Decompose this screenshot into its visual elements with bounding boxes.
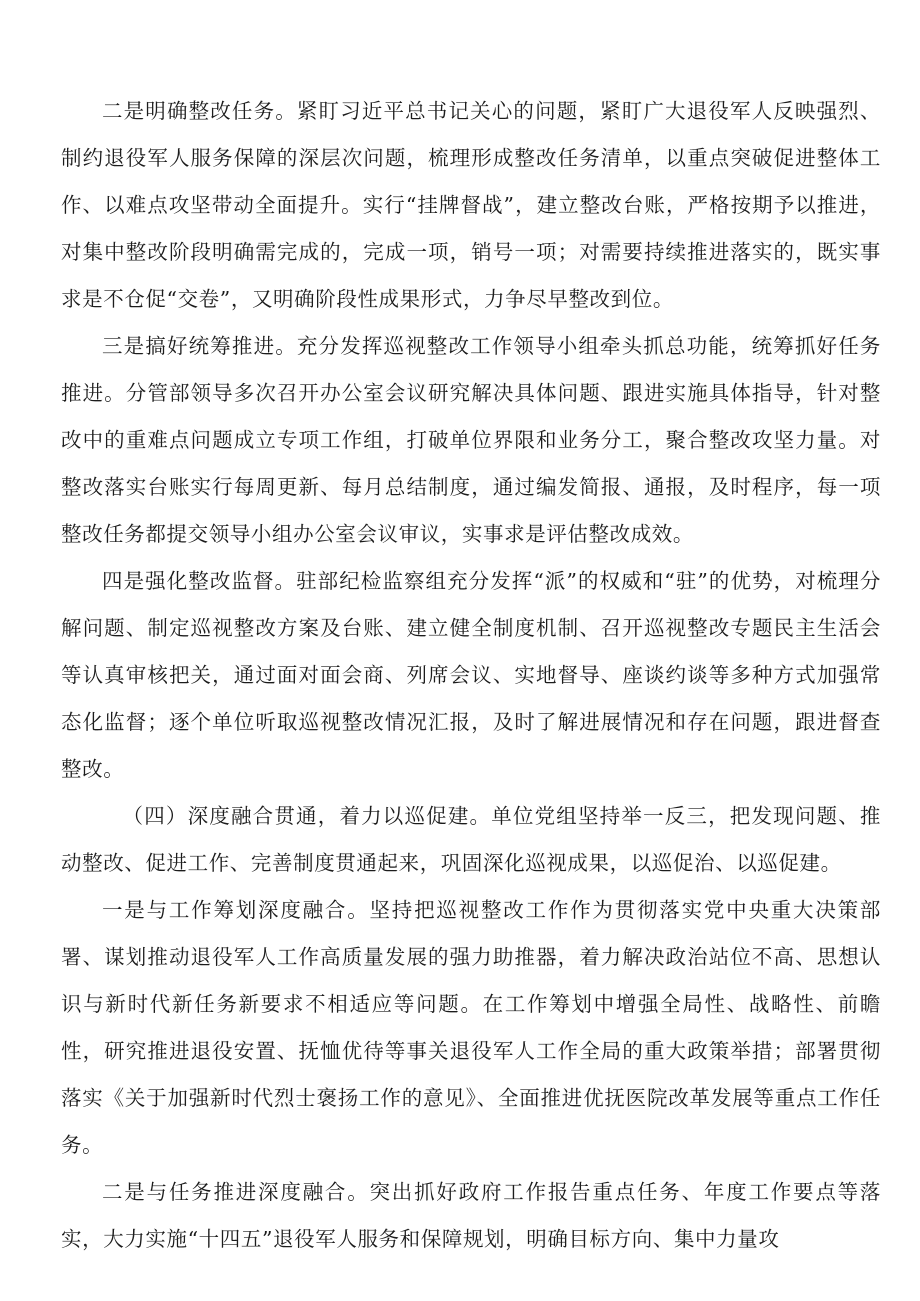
paragraph-integrate-task-advancement: 二是与任务推进深度融合。突出抓好政府工作报告重点任务、年度工作要点等落实，大力实施“十四五”退役军人服务和保障规划，明确目标方向、集中力量攻 (61, 1180, 881, 1251)
paragraph-coordinate-progress: 三是搞好统筹推进。充分发挥巡视整改工作领导小组牵头抓总功能，统筹抓好任务推进。分管部领导多次召开办公室会议研究解决具体问题、跟进实施具体指导，针对整改中的重难点问题成立专项工作组，打破单位界限和业务分工，聚合整改攻坚力量。对整改落实台账实行每周更新、每月总结制度，通过编发简报、通报，及时程序，每一项整改任务都提交领导小组办公室会议审议，实事求是评估整改成效。 (61, 334, 881, 546)
paragraph-strengthen-supervision: 四是强化整改监督。驻部纪检监察组充分发挥“派”的权威和“驻”的优势，对梳理分解问题、制定巡视整改方案及台账、建立健全制度机制、召开巡视整改专题民主生活会等认真审核把关，通过面对面会商、列席会议、实地督导、座谈约谈等多种方式加强常态化监督；逐个单位听取巡视整改情况汇报，及时了解进展情况和存在问题，跟进督查整改。 (61, 569, 881, 781)
document-body (61, 88, 881, 1263)
paragraph-integrate-work-planning: 一是与工作筹划深度融合。坚持把巡视整改工作作为贯彻落实党中央重大决策部署、谋划推动退役军人工作高质量发展的强力助推器，着力解决政治站位不高、思想认识与新时代新任务新要求不相适应等问题。在工作筹划中增强全局性、战略性、前瞻性，研究推进退役安置、抚恤优待等事关退役军人工作全局的重大政策举措；部署贯彻落实《关于加强新时代烈士褒扬工作的意见》、全面推进优抚医院改革发展等重点工作任务。 (61, 898, 881, 1157)
paragraph-clarify-rectification-tasks: 二是明确整改任务。紧盯习近平总书记关心的问题，紧盯广大退役军人反映强烈、制约退役军人服务保障的深层次问题，梳理形成整改任务清单，以重点突破促进整体工作、以难点攻坚带动全面提升。实行“挂牌督战”，建立整改台账，严格按期予以推进，对集中整改阶段明确需完成的，完成一项，销号一项；对需要持续推进落实的，既实事求是不仓促“交卷”，又明确阶段性成果形式，力争尽早整改到位。 (61, 99, 881, 311)
section-heading-deep-integration: （四）深度融合贯通，着力以巡促建。单位党组坚持举一反三，把发现问题、推动整改、促进工作、完善制度贯通起来，巩固深化巡视成果，以巡促治、以巡促建。 (61, 804, 881, 875)
